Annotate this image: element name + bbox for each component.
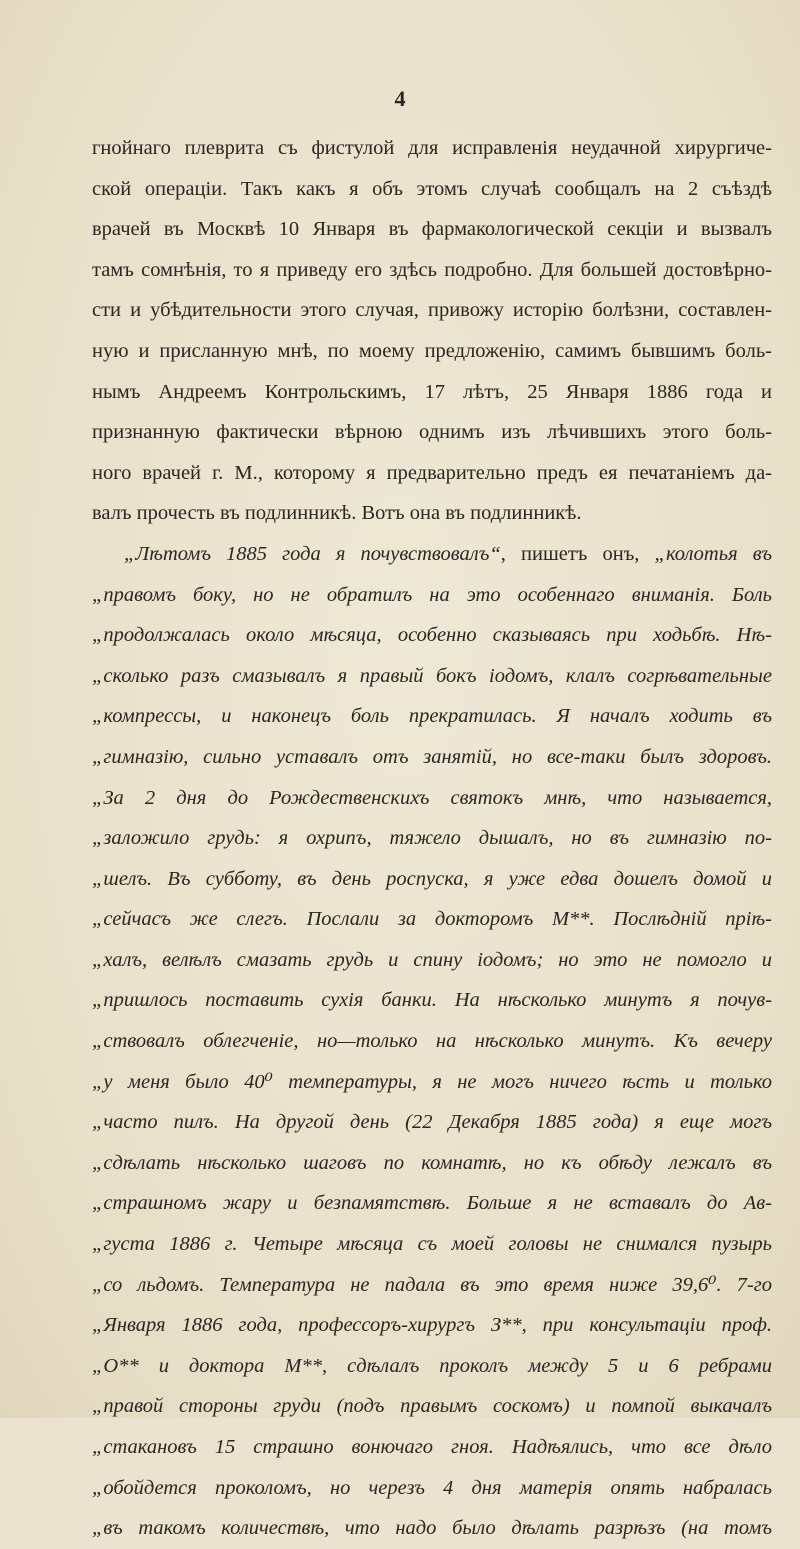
quote-line: „сколько разъ смазывалъ я правый бокъ іодомъ, клалъ согрѣвательные xyxy=(92,664,772,687)
quote-line: „ствовалъ облегченіе, но—только на нѣсколько минутъ. Къ вечеру xyxy=(92,1030,772,1053)
quote-line: „въ такомъ количествѣ, что надо было дѣлать разрѣзъ (на томъ xyxy=(92,1517,772,1540)
body-text xyxy=(92,128,772,1549)
quote-line: „сейчасъ же слегъ. Послали за докторомъ М**. Послѣдній пріѣ- xyxy=(92,908,772,931)
quote-line: „страшномъ жару и безпамятствѣ. Больше я не вставалъ до Ав- xyxy=(92,1192,772,1215)
quote-line: „Января 1886 года, профессоръ-хирургъ З**, при консультаціи проф. xyxy=(92,1314,772,1337)
text-line: гнойнаго плеврита съ фистулой для исправленія неудачной хирургиче- xyxy=(92,137,772,159)
quote-line: „заложило грудь: я охрипъ, тяжело дышалъ, но въ гимназію по- xyxy=(92,827,772,850)
quote-line: „стакановъ 15 страшно вонючаго гноя. Надѣялись, что все дѣло xyxy=(92,1436,772,1458)
text-line: врачей въ Москвѣ 10 Января въ фармакологической секціи и вызвалъ xyxy=(92,218,772,241)
quote-line: „компрессы, и наконецъ боль прекратилась. Я началъ ходить въ xyxy=(92,705,772,728)
quote-line: „правой стороны груди (подъ правымъ соскомъ) и помпой выкачалъ xyxy=(92,1395,772,1418)
quote-line: „За 2 дня до Рождественскихъ святокъ мнѣ, что называется, xyxy=(92,786,772,809)
quote-line: „у меня было 40⁰ температуры, я не могъ ничего ѣсть и только xyxy=(92,1070,772,1093)
quote-line: „обойдется проколомъ, но черезъ 4 дня матерія опять набралась xyxy=(92,1476,772,1499)
quote-line: „шелъ. Въ субботу, въ день роспуска, я уже едва дошелъ домой и xyxy=(92,867,772,890)
quote-line: „О** и доктора М**, сдѣлалъ проколъ между 5 и 6 ребрами xyxy=(92,1354,772,1377)
quote-intro-line xyxy=(92,534,772,575)
quote-line: „правомъ боку, но не обратилъ на это особеннаго вниманія. Боль xyxy=(92,583,772,606)
text-line: тамъ сомнѣнія, то я приведу его здѣсь подробно. Для большей достовѣрно- xyxy=(92,258,772,281)
quote-line: „продолжалась около мѣсяца, особенно сказываясь при ходьбѣ. Нѣ- xyxy=(92,624,772,647)
quote-line: „гимназію, сильно уставалъ отъ занятій, но все-таки былъ здоровъ. xyxy=(92,745,772,768)
text-line: признанную фактически вѣрною однимъ изъ лѣчившихъ этого боль- xyxy=(92,421,772,444)
quote-line: „пришлось поставить сухія банки. На нѣсколько минутъ я почув- xyxy=(92,989,772,1012)
quote-line: „со льдомъ. Температура не падала въ это время ниже 39,6⁰. 7-го xyxy=(92,1273,772,1296)
text-line: ную и присланную мнѣ, по моему предложенію, самимъ бывшимъ боль- xyxy=(92,339,772,362)
quote-continuation: „колотья въ xyxy=(654,542,772,565)
attribution: , пишетъ онъ, xyxy=(500,542,655,565)
text-line: сти и убѣдительности этого случая, привожу исторію болѣзни, составлен- xyxy=(92,299,772,322)
quote-line: „сдѣлать нѣсколько шаговъ по комнатѣ, но къ обѣду лежалъ въ xyxy=(92,1151,772,1174)
text-line: нымъ Андреемъ Контрольскимъ, 17 лѣтъ, 25 Января 1886 года и xyxy=(92,380,772,403)
text-line: валъ прочесть въ подлинникѣ. Вотъ она въ подлинникѣ. xyxy=(92,502,582,525)
page-number: 4 xyxy=(394,86,406,111)
quote-line: „часто пилъ. На другой день (22 Декабря 1885 года) я еще могъ xyxy=(92,1111,772,1134)
quote-line: „халъ, велѣлъ смазать грудь и спину іодомъ; но это не помогло и xyxy=(92,948,772,971)
quote-opening: „Лѣтомъ 1885 года я почувствовалъ“ xyxy=(124,542,501,565)
text-line: ного врачей г. М., которому я предварительно предъ ея печатаніемъ да- xyxy=(92,461,772,484)
text-line: ской операціи. Такъ какъ я объ этомъ случаѣ сообщалъ на 2 съѣздѣ xyxy=(92,177,772,200)
quote-line: „густа 1886 г. Четыре мѣсяца съ моей головы не снимался пузырь xyxy=(92,1233,772,1256)
